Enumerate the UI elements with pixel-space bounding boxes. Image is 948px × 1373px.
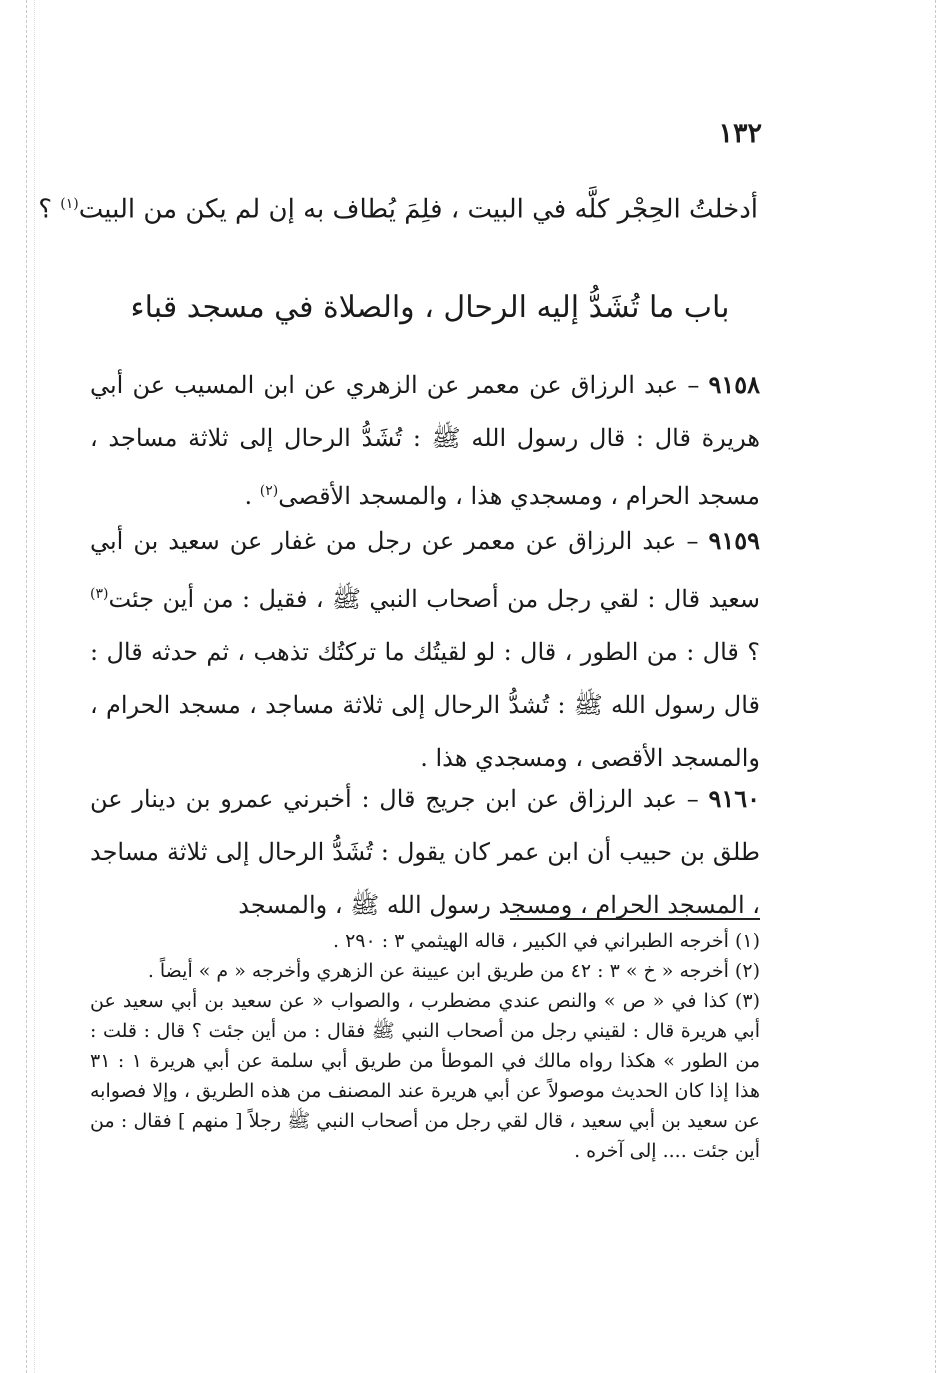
hadith-text: – عبد الرزاق عن معمر عن رجل من غفار عن سعيد بن أبي سعيد قال : لقي رجل من أصحاب النبي ﷺ ، فقيل : من أين جئت (90, 527, 760, 613)
hadith-number: ٩١٦٠ (708, 784, 761, 813)
footnote-marker: (٣) (90, 586, 109, 602)
hadith-number: ٩١٥٨ (708, 370, 760, 399)
hadith-end: . (244, 482, 260, 510)
footnote-1: (١) أخرجه الطبراني في الكبير ، قاله الهيثمي ٣ : ٢٩٠ . (332, 930, 760, 952)
carryover-line (38, 184, 758, 230)
footnote-marker: (١) (60, 196, 79, 212)
hadith-number: ٩١٥٩ (708, 526, 761, 555)
hadith-9159 (90, 514, 760, 785)
chapter-title: باب ما تُشَدُّ إليه الرحال ، والصلاة في مسجد قباء (130, 290, 730, 325)
scan-edge-right (935, 0, 939, 1373)
hadith-text: – عبد الرزاق عن ابن جريج قال : أخبرني عمرو بن دينار عن طلق بن حبيب أن ابن عمر كان يقول : تُشَدُّ الرحال إلى ثلاثة مساجد ، المسجد الحرام ، ومسجد رسول الله ﷺ ، والمسجد (90, 785, 760, 919)
footnote-2: (٢) أخرجه « خ » ٣ : ٤٢ من طريق ابن عيينة عن الزهري وأخرجه « م » أيضاً . (147, 960, 760, 982)
hadith-text-continued: ؟ قال : من الطور ، قال : لو لقيتُك ما تركتُك تذهب ، ثم حدثه قال : قال رسول الله ﷺ : تُشدُّ الرحال إلى ثلاثة مساجد ، مسجد الحرام ، والمسجد الأقصى ، ومسجدي هذا . (90, 638, 760, 772)
hadith-9158 (90, 358, 760, 523)
footnote-3: (٣) كذا في « ص » والنص عندي مضطرب ، والصواب « عن سعيد بن أبي سعيد عن أبي هريرة قال : لقيني رجل من أصحاب النبي ﷺ فقال : من أين جئت ؟ قال : قلت : من الطور » هكذا رواه مالك في الموطأ من طريق أبي سلمة عن أبي هريرة ١ : ٣١ هذا إذا كان الحديث موصولاً عن أبي هريرة عند المصنف من هذه الطريق ، وإلا فصوابه عن سعيد بن أبي سعيد ، قال لقي رجل من أصحاب النبي ﷺ رجلاً [ منهم ] فقال : من أين جئت .... إلى آخره . (90, 990, 761, 1162)
hadith-9160 (90, 772, 760, 932)
carryover-end: ؟ (38, 194, 61, 225)
hadith-text: – عبد الرزاق عن معمر عن الزهري عن ابن المسيب عن أبي هريرة قال : قال رسول الله ﷺ : تُشَدُّ الرحال إلى ثلاثة مساجد ، مسجد الحرام ، ومسجدي هذا ، والمسجد الأقصى (90, 371, 760, 510)
scan-edge-left (26, 0, 30, 1373)
page-number: ١٣٢ (718, 118, 762, 149)
footnotes (90, 926, 760, 1166)
carryover-text: أدخلتُ الحِجْر كلَّه في البيت ، فلِمَ يُطاف به إن لم يكن من البيت (78, 194, 758, 225)
footnote-marker: (٢) (259, 483, 279, 499)
footnote-divider (510, 918, 760, 920)
